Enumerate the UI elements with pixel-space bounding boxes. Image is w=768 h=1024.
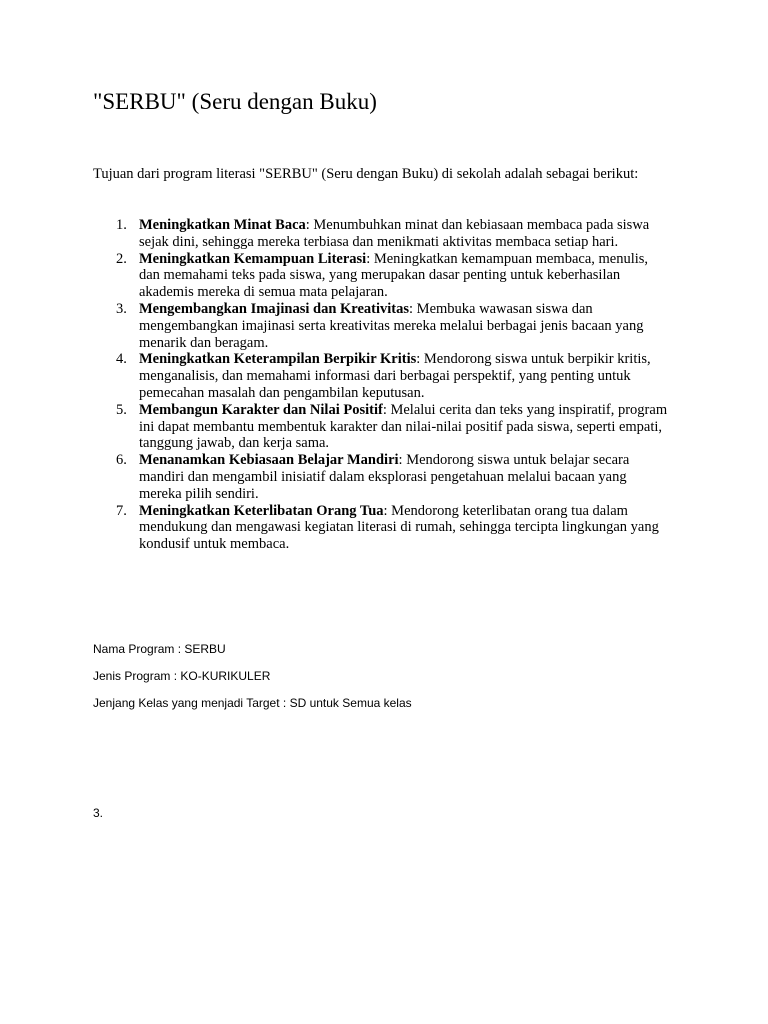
list-item bbox=[93, 217, 669, 251]
goal-title: Mengembangkan Imajinasi dan Kreativitas bbox=[139, 300, 410, 317]
goal-text: : Mendorong siswa untuk berpikir kritis, menganalisis, dan memahami informasi dari berbagai perspektif, yang penting untuk pemecahan masalah dan pengambilan keputusan. bbox=[139, 351, 651, 401]
document-title: "SERBU" (Seru dengan Buku) bbox=[93, 89, 377, 114]
list-number: 7. bbox=[116, 502, 127, 519]
program-name-line: Nama Program : SERBU bbox=[93, 642, 226, 656]
goal-text: : Meningkatkan kemampuan membaca, menulis, dan memahami teks pada siswa, yang merupakan dasar penting untuk keberhasilan akademis mereka di semua mata pelajaran. bbox=[139, 250, 649, 301]
goal-title: Meningkatkan Kemampuan Literasi bbox=[139, 250, 367, 267]
list-item bbox=[93, 351, 669, 401]
list-number: 5. bbox=[116, 401, 127, 418]
program-type-line: Jenis Program : KO-KURIKULER bbox=[93, 669, 271, 683]
intro-paragraph: Tujuan dari program literasi "SERBU" (Seru dengan Buku) di sekolah adalah sebagai berikut: bbox=[93, 166, 639, 182]
list-item bbox=[93, 251, 669, 301]
goal-text: : Membuka wawasan siswa dan mengembangkan imajinasi serta kreativitas mereka melalui berbagai jenis bacaan yang menarik dan beragam. bbox=[139, 300, 644, 351]
list-item bbox=[93, 402, 669, 452]
list-number: 6. bbox=[116, 452, 127, 469]
list-number: 2. bbox=[116, 250, 127, 267]
list-number: 4. bbox=[116, 351, 127, 368]
goal-title: Meningkatkan Keterlibatan Orang Tua bbox=[139, 502, 384, 519]
goals-list bbox=[93, 217, 673, 553]
goal-text: : Menumbuhkan minat dan kebiasaan membaca pada siswa sejak dini, sehingga mereka terbiasa dan menikmati aktivitas membaca setiap hari. bbox=[139, 217, 650, 250]
goal-title: Membangun Karakter dan Nilai Positif bbox=[139, 401, 383, 418]
goal-text: : Mendorong keterlibatan orang tua dalam mendukung dan mengawasi kegiatan literasi di rumah, sehingga tercipta lingkungan yang kondusif untuk membaca. bbox=[139, 502, 659, 553]
list-number: 1. bbox=[116, 217, 127, 233]
goal-title: Meningkatkan Keterampilan Berpikir Kritis bbox=[139, 351, 417, 368]
trailing-number: 3. bbox=[93, 806, 104, 820]
goal-text: : Melalui cerita dan teks yang inspiratif, program ini dapat membantu membentuk karakter dan nilai-nilai positif pada siswa, seperti empati, tanggung jawab, dan kerja sama. bbox=[139, 401, 668, 452]
list-item bbox=[93, 452, 669, 502]
target-level-line: Jenjang Kelas yang menjadi Target : SD untuk Semua kelas bbox=[93, 696, 412, 710]
goal-title: Menanamkan Kebiasaan Belajar Mandiri bbox=[139, 452, 399, 469]
list-item bbox=[93, 301, 669, 351]
list-number: 3. bbox=[116, 300, 127, 317]
goal-text: : Mendorong siswa untuk belajar secara mandiri dan mengambil inisiatif dalam eksplorasi pengetahuan melalui bacaan yang mereka pilih sendiri. bbox=[139, 452, 630, 502]
list-item bbox=[93, 503, 669, 553]
goal-title: Meningkatkan Minat Baca bbox=[139, 217, 306, 233]
